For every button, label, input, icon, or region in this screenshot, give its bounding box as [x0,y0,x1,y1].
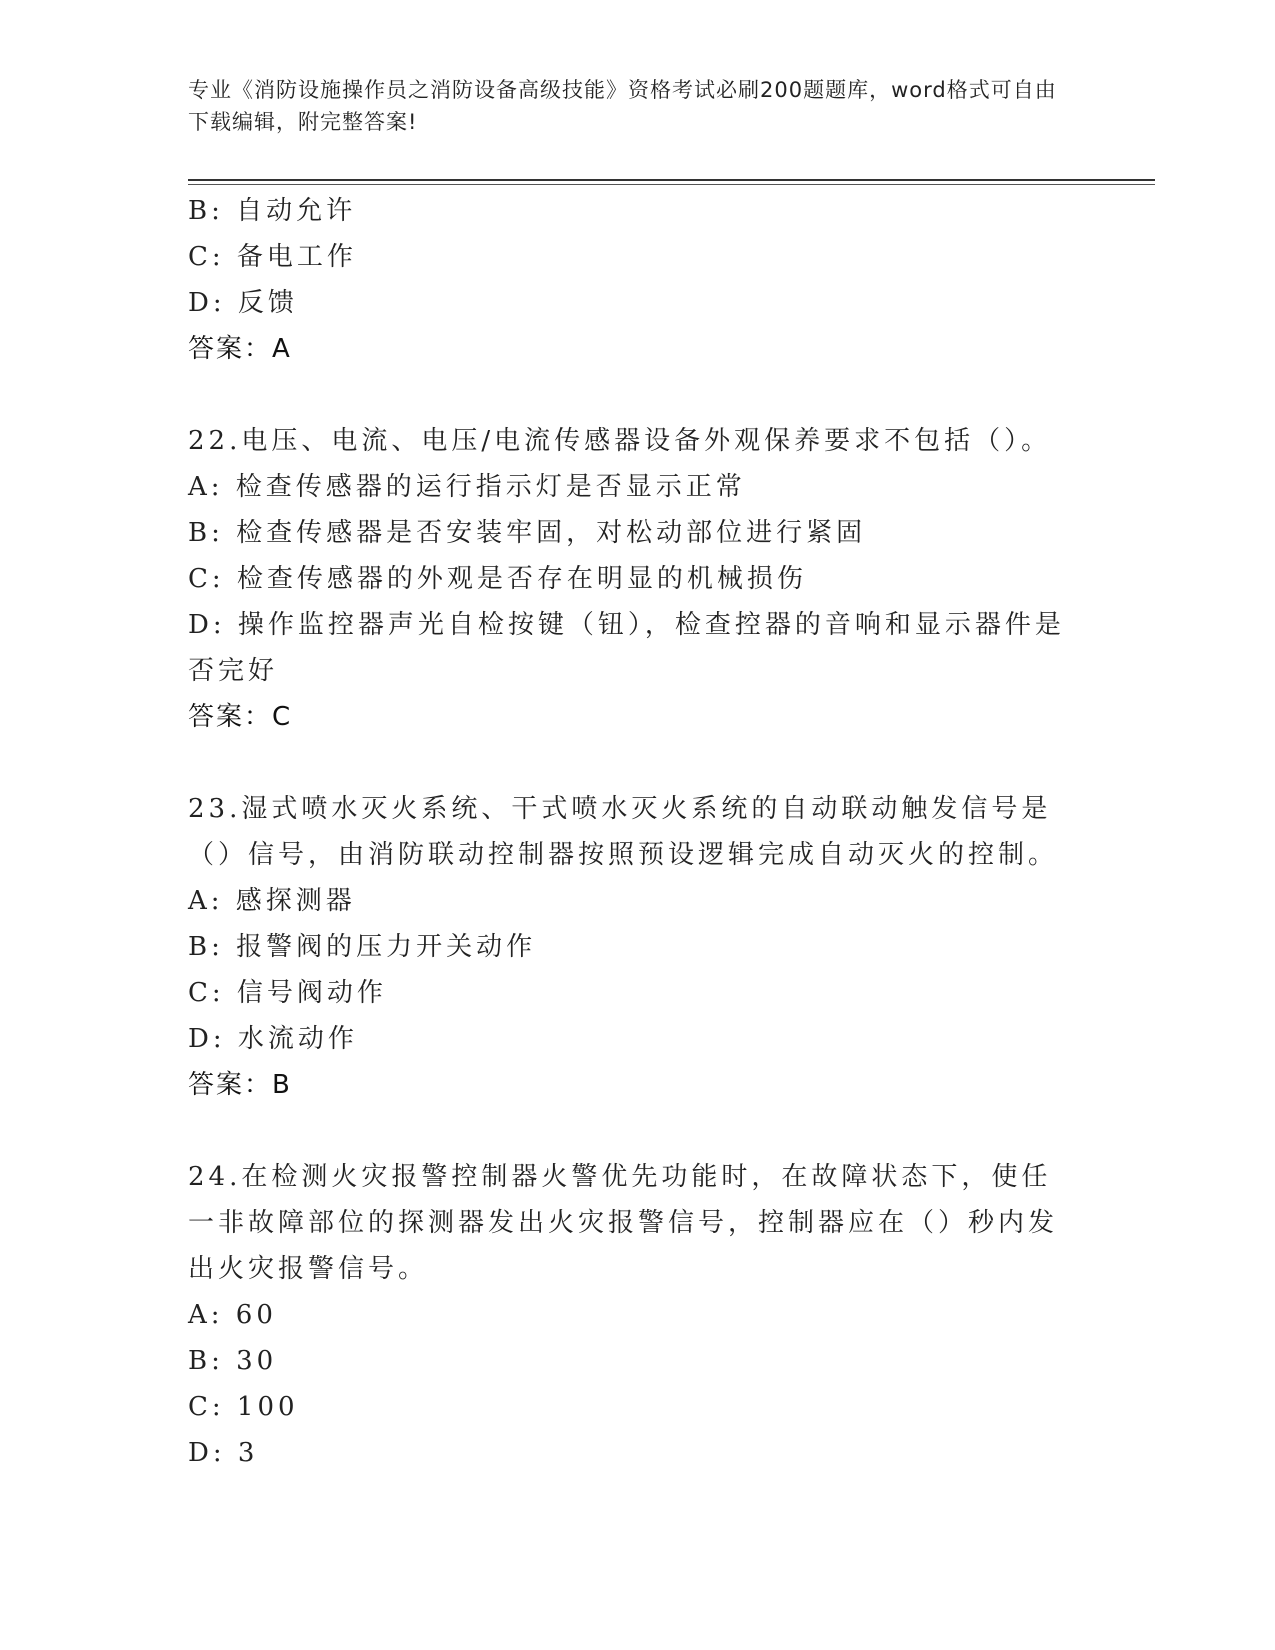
option-b: B: 30 [188,1346,278,1376]
header-divider-thin [188,184,1155,185]
option-b: B: 检查传感器是否安装牢固，对松动部位进行紧固 [188,518,867,548]
option-d: D: 操作监控器声光自检按键（钮），检查控器的音响和显示器件是否完好 [188,610,1065,686]
answer-line: 答案：C [188,702,293,732]
option-a: A: 感探测器 [188,886,356,916]
question-text: 22.电压、电流、电压/电流传感器设备外观保养要求不包括（）。 [188,426,1052,456]
option-c: C: 检查传感器的外观是否存在明显的机械损伤 [188,564,807,594]
option-c: C: 信号阀动作 [188,978,387,1008]
document-header: 专业《消防设施操作员之消防设备高级技能》资格考试必刷200题题库，word格式可自由下载编辑，附完整答案! [188,78,1057,134]
question-22 [188,418,1078,740]
option-a: A: 60 [188,1300,277,1330]
option-d: D: 3 [188,1438,259,1468]
spacer [188,1108,1078,1154]
question-24 [188,1154,1078,1476]
question-21-tail [188,188,1078,372]
option-d: D: 水流动作 [188,1024,358,1054]
spacer [188,740,1078,786]
option-b: B: 自动允许 [188,196,357,226]
answer-line: 答案：A [188,334,292,364]
question-text: 24.在检测火灾报警控制器火警优先功能时，在故障状态下，使任一非故障部位的探测器发出火灾报警信号，控制器应在（）秒内发出火灾报警信号。 [188,1162,1059,1284]
option-c: C: 100 [188,1392,299,1422]
option-d: D: 反馈 [188,288,298,318]
question-23 [188,786,1078,1108]
option-a: A: 检查传感器的运行指示灯是否显示正常 [188,472,746,502]
option-c: C: 备电工作 [188,242,357,272]
question-content [188,188,1078,1476]
answer-line: 答案：B [188,1070,292,1100]
spacer [188,372,1078,418]
header-divider-thick [188,179,1155,181]
option-b: B: 报警阀的压力开关动作 [188,932,537,962]
question-text: 23.湿式喷水灭火系统、干式喷水灭火系统的自动联动触发信号是（）信号，由消防联动控制器按照预设逻辑完成自动灭火的控制。 [188,794,1059,870]
